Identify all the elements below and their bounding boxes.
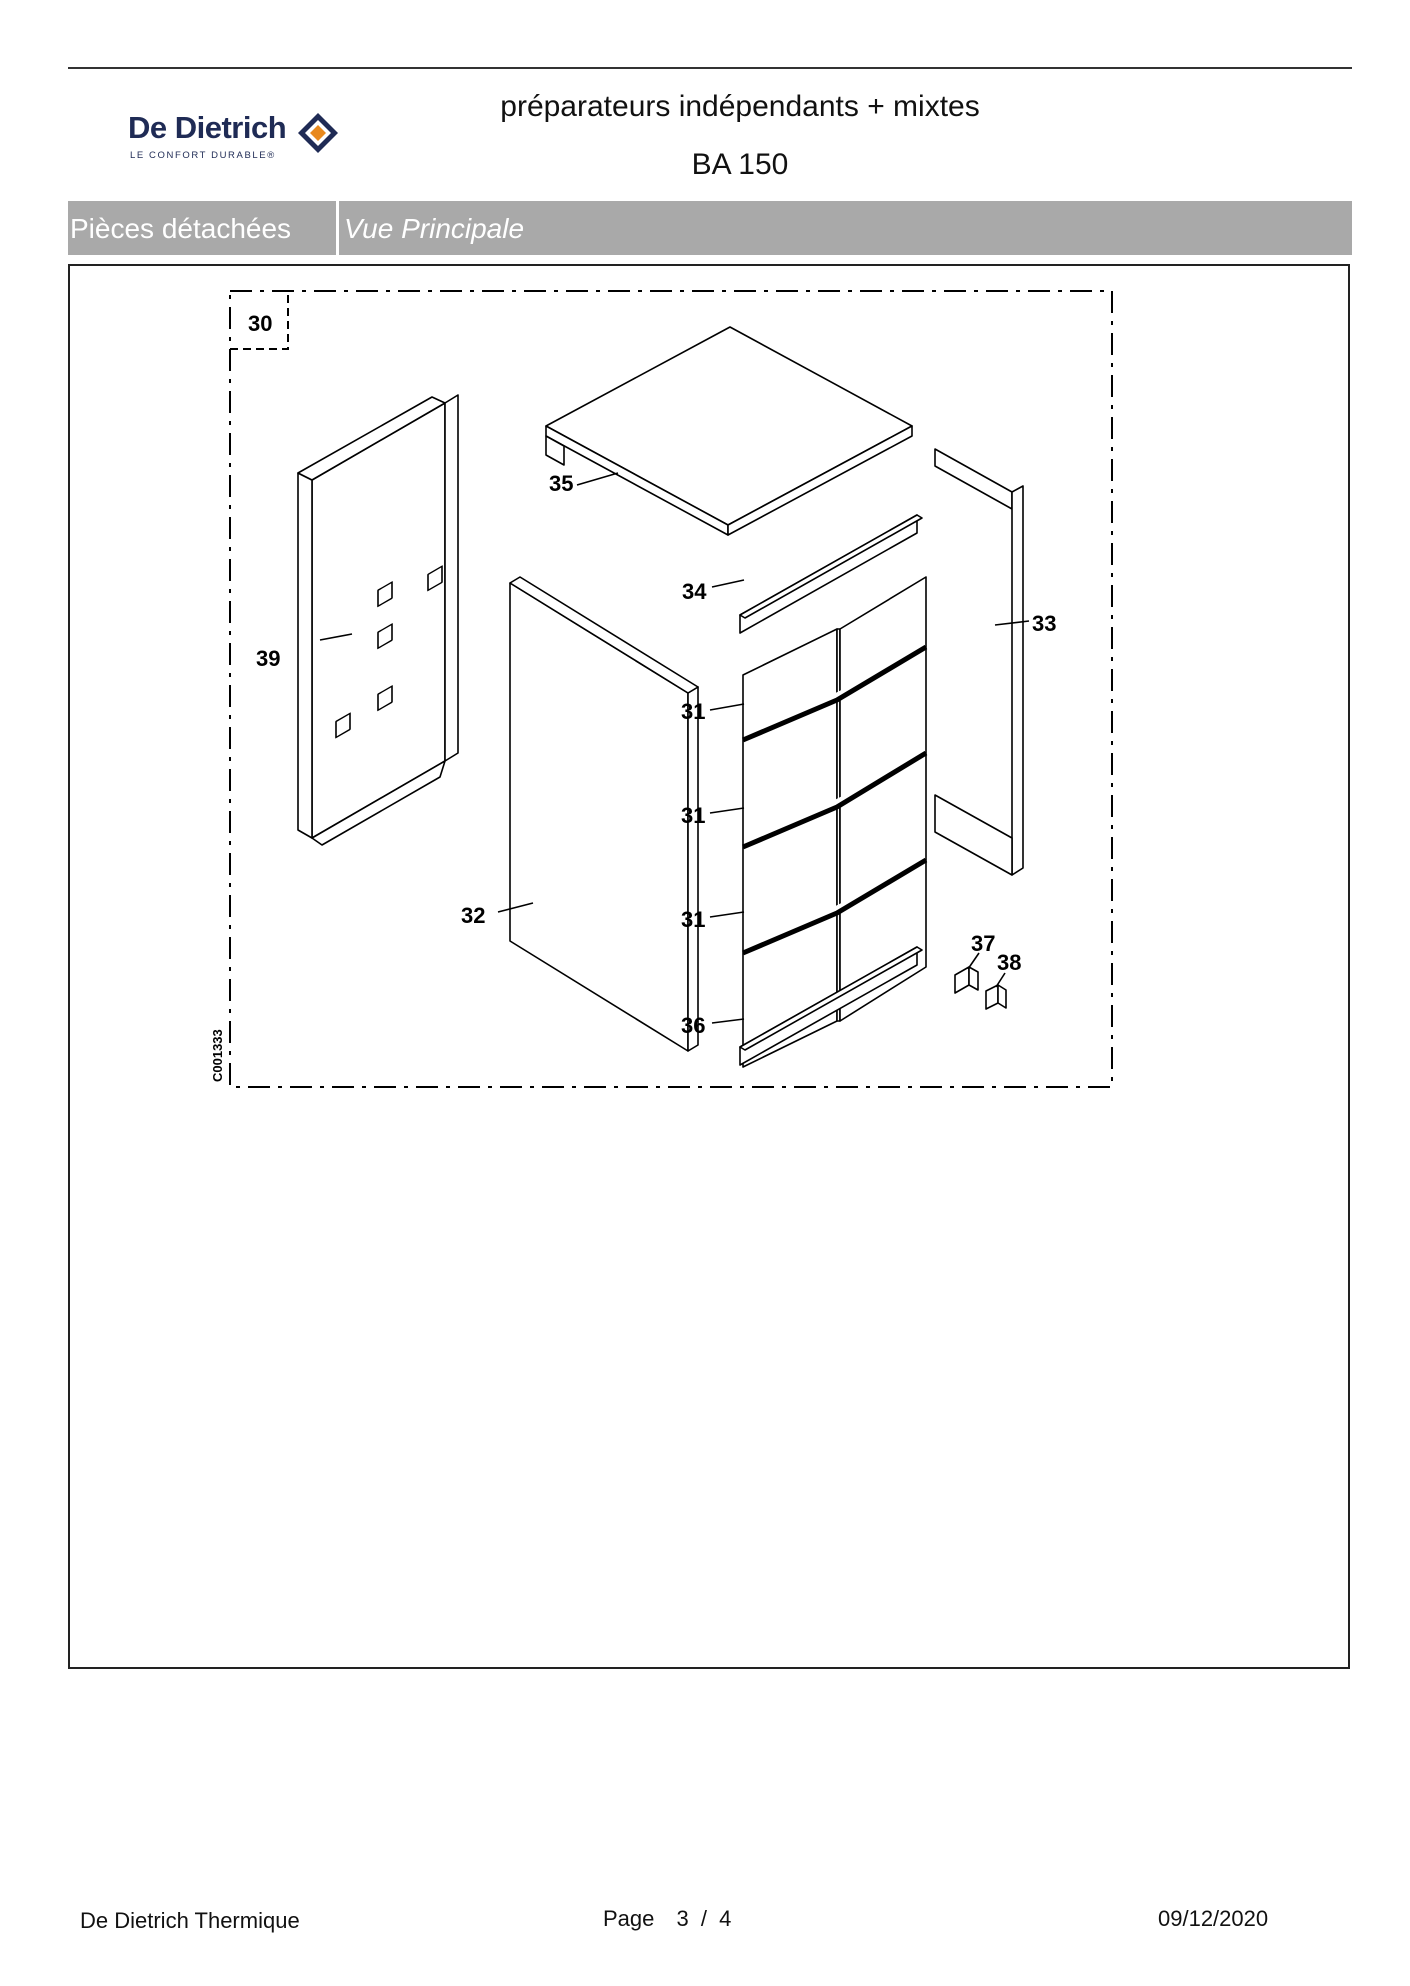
footer-page-indicator <box>603 1906 731 1932</box>
leader-36 <box>712 1019 744 1023</box>
brand-name: De Dietrich <box>128 110 287 145</box>
part-33-side-rail <box>935 449 1023 875</box>
part-35-top-cover <box>546 327 912 535</box>
brand-tagline: LE CONFORT DURABLE® <box>130 150 276 161</box>
leader-31b <box>710 808 744 813</box>
exploded-view-drawing <box>200 285 1120 1105</box>
footer-date: 09/12/2020 <box>1158 1906 1269 1931</box>
drawing-code: C001333 <box>210 1029 225 1082</box>
part-39-back-panel <box>298 395 458 845</box>
part-32-side-panel <box>510 577 698 1051</box>
callout-31c: 31 <box>681 907 706 932</box>
top-rule <box>68 67 1352 69</box>
callout-31b: 31 <box>681 803 706 828</box>
callout-31a: 31 <box>681 699 706 724</box>
leader-38 <box>996 973 1005 987</box>
callout-37: 37 <box>971 931 996 956</box>
footer-company: De Dietrich Thermique <box>80 1908 300 1933</box>
section-view-name: Vue Principale <box>344 213 525 244</box>
leader-31c <box>710 912 744 917</box>
footer-page-current: 3 <box>676 1906 689 1931</box>
leader-31a <box>710 704 744 710</box>
part-38-clip <box>986 985 1006 1009</box>
callout-36: 36 <box>681 1013 706 1038</box>
callout-32: 32 <box>461 903 486 928</box>
assembly-ref-label: 30 <box>248 311 273 336</box>
section-bar <box>68 201 1352 255</box>
footer-page-total: 4 <box>719 1906 732 1931</box>
part-37-clip <box>955 967 978 993</box>
leader-34 <box>712 580 744 587</box>
brand-diamond-icon <box>296 111 340 155</box>
footer-page-label: Page <box>603 1906 655 1931</box>
callout-39: 39 <box>256 646 281 671</box>
document-title: préparateurs indépendants + mixtes <box>500 90 980 123</box>
section-label: Pièces détachées <box>70 213 292 244</box>
document-subtitle: BA 150 <box>691 148 789 181</box>
callout-35: 35 <box>549 471 574 496</box>
callout-38: 38 <box>997 950 1022 975</box>
footer-page-separator: / <box>700 1906 708 1931</box>
callout-34: 34 <box>682 579 707 604</box>
leader-35 <box>577 473 618 485</box>
callout-33: 33 <box>1032 611 1057 636</box>
brand-logo <box>128 110 358 170</box>
